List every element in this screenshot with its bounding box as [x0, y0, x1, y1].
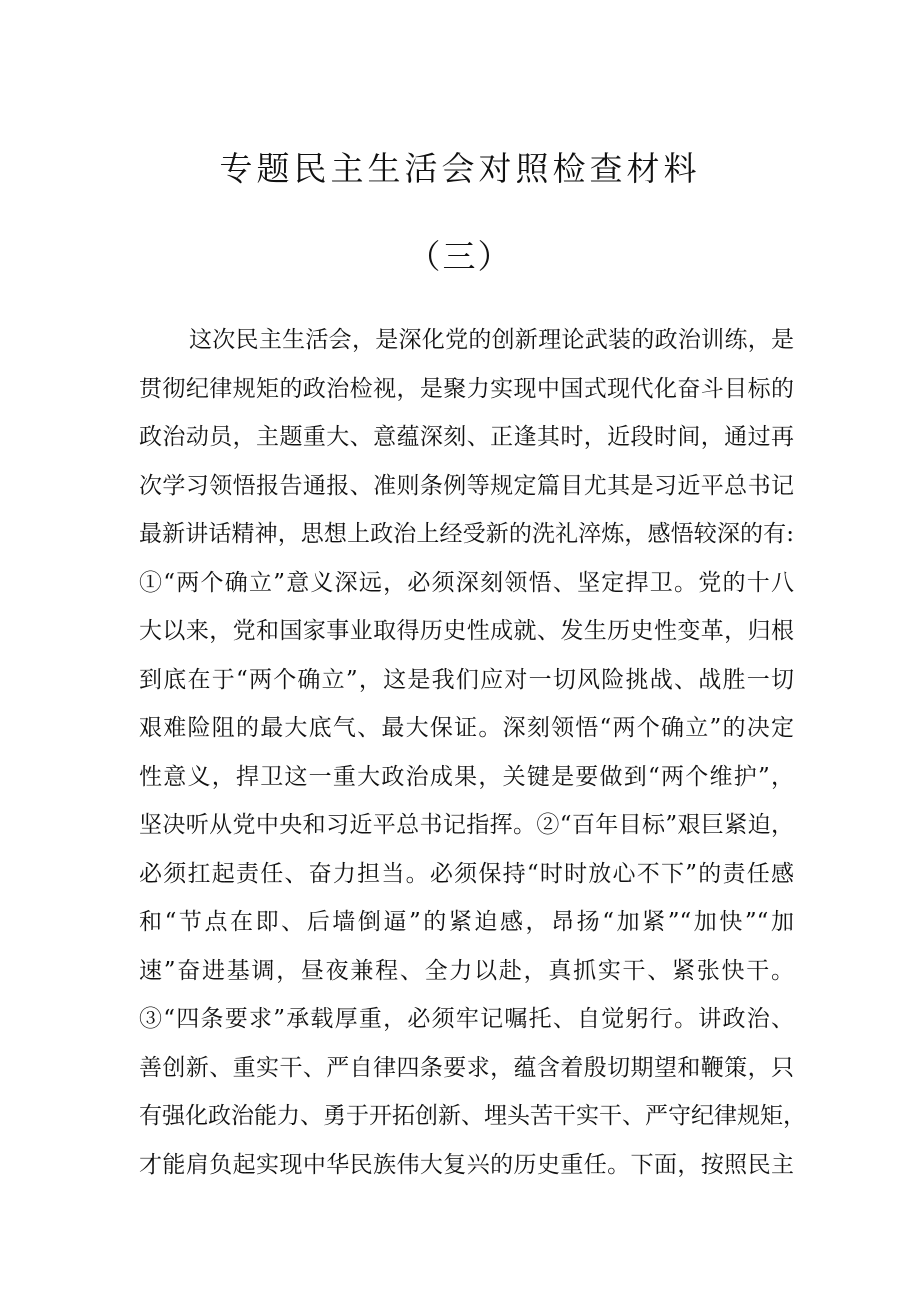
paragraph-line: 艰难险阻的最大底气、最大保证。深刻领悟“两个确立”的决定 [139, 715, 794, 741]
paragraph-line: 大以来，党和国家事业取得历史性成就、发生历史性变革，归根 [139, 618, 794, 644]
paragraph-line: 必须扛起责任、奋力担当。必须保持“时时放心不下”的责任感 [139, 860, 794, 887]
paragraph-line: ①“两个确立”意义深远，必须深刻领悟、坚定捍卫。党的十八 [139, 569, 794, 596]
paragraph-line: 性意义，捍卫这一重大政治成果，关键是要做到“两个维护”， [139, 763, 794, 790]
paragraph-line: 善创新、重实干、严自律四条要求，蕴含着殷切期望和鞭策，只 [139, 1054, 794, 1081]
paragraph-line: 次学习领悟报告通报、准则条例等规定篇目尤其是习近平总书记 [139, 472, 794, 499]
paragraph-line: 贯彻纪律规矩的政治检视，是聚力实现中国式现代化奋斗目标的 [139, 375, 794, 402]
paragraph-line: 政治动员，主题重大、意蕴深刻、正逢其时，近段时间，通过再 [139, 424, 794, 450]
body-paragraph [139, 316, 806, 1189]
paragraph-line: 到底在于“两个确立”，这是我们应对一切风险挑战、战胜一切 [139, 666, 794, 693]
paragraph-line: 和“节点在即、后墙倒逼”的紧迫感，昂扬“加紧”“加快”“加 [139, 909, 794, 935]
paragraph-line: 最新讲话精神，思想上政治上经受新的洗礼淬炼，感悟较深的有: [139, 521, 794, 547]
document-subtitle: （三） [407, 237, 513, 276]
paragraph-line: 速”奋进基调，昼夜兼程、全力以赴，真抓实干、紧张快干。 [139, 957, 794, 984]
paragraph-line: 这次民主生活会，是深化党的创新理论武装的政治训练，是 [189, 327, 794, 353]
paragraph-line: ③“四条要求”承载厚重，必须牢记嘱托、自觉躬行。讲政治、 [139, 1006, 794, 1032]
document-title: 专题民主生活会对照检查材料 [219, 149, 701, 188]
paragraph-line: 有强化政治能力、勇于开拓创新、埋头苦干实干、严守纪律规矩， [139, 1103, 806, 1129]
paragraph-line: 才能肩负起实现中华民族伟大复兴的历史重任。下面，按照民主 [139, 1151, 794, 1178]
paragraph-line: 坚决听从党中央和习近平总书记指挥。②“百年目标”艰巨紧迫， [139, 812, 794, 838]
